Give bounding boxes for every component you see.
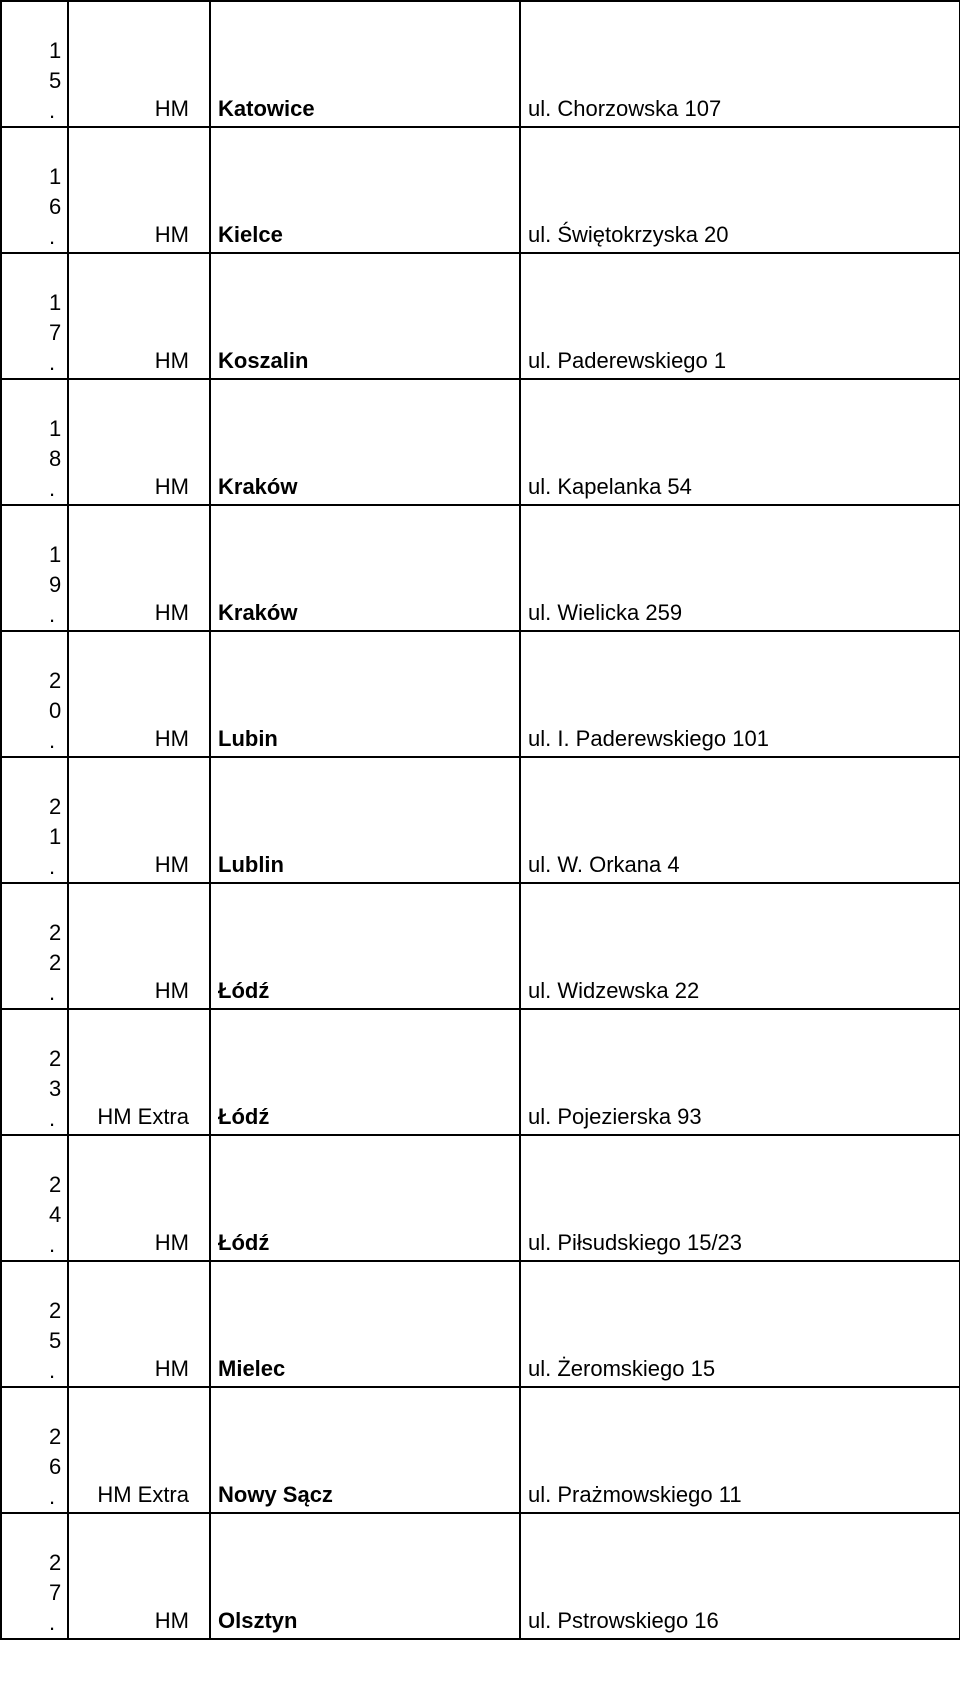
store-type: HM Extra (68, 1387, 210, 1513)
store-city: Łódź (210, 883, 520, 1009)
row-number-char: 6 (49, 1454, 62, 1479)
row-number-char: . (49, 1106, 56, 1131)
store-city: Nowy Sącz (210, 1387, 520, 1513)
row-number-char: 6 (49, 194, 62, 219)
row-number-char: 1 (49, 824, 62, 849)
store-type: HM (68, 757, 210, 883)
stores-table-body (1, 1, 960, 1639)
row-number-char: 2 (49, 920, 62, 945)
store-type: HM (68, 379, 210, 505)
table-row (1, 379, 960, 505)
row-number-char: 9 (49, 572, 62, 597)
store-type: HM (68, 1513, 210, 1639)
store-type: HM (68, 1, 210, 127)
row-number-char: . (49, 98, 56, 123)
table-row (1, 1009, 960, 1135)
store-type: HM (68, 1135, 210, 1261)
row-number-char: 2 (49, 1424, 62, 1449)
store-address: ul. Piłsudskiego 15/23 (520, 1135, 960, 1261)
store-city: Łódź (210, 1009, 520, 1135)
store-type: HM (68, 1261, 210, 1387)
table-row (1, 253, 960, 379)
row-number-char: 7 (49, 1580, 62, 1605)
store-address: ul. Pojezierska 93 (520, 1009, 960, 1135)
store-address: ul. I. Paderewskiego 101 (520, 631, 960, 757)
store-city: Kielce (210, 127, 520, 253)
store-address: ul. W. Orkana 4 (520, 757, 960, 883)
table-row (1, 1387, 960, 1513)
row-number (1, 757, 68, 883)
store-address: ul. Świętokrzyska 20 (520, 127, 960, 253)
store-city: Lublin (210, 757, 520, 883)
store-type: HM (68, 505, 210, 631)
row-number-char: . (49, 1610, 56, 1635)
store-address: ul. Chorzowska 107 (520, 1, 960, 127)
row-number-char: 1 (49, 290, 62, 315)
row-number-char: 7 (49, 320, 62, 345)
store-address: ul. Żeromskiego 15 (520, 1261, 960, 1387)
row-number-char: . (49, 854, 56, 879)
row-number-char: 1 (49, 416, 62, 441)
row-number (1, 253, 68, 379)
row-number-char: . (49, 1358, 56, 1383)
table-row (1, 1, 960, 127)
store-address: ul. Paderewskiego 1 (520, 253, 960, 379)
row-number-char: 2 (49, 1172, 62, 1197)
row-number (1, 631, 68, 757)
row-number-char: 1 (49, 542, 62, 567)
row-number-char: 1 (49, 164, 62, 189)
row-number (1, 379, 68, 505)
store-type: HM (68, 253, 210, 379)
store-address: ul. Widzewska 22 (520, 883, 960, 1009)
table-row (1, 1513, 960, 1639)
table-row (1, 631, 960, 757)
row-number-char: . (49, 224, 56, 249)
row-number (1, 1009, 68, 1135)
row-number-char: 2 (49, 1298, 62, 1323)
row-number (1, 505, 68, 631)
store-address: ul. Wielicka 259 (520, 505, 960, 631)
store-address: ul. Kapelanka 54 (520, 379, 960, 505)
row-number-char: 2 (49, 1550, 62, 1575)
row-number-char: . (49, 1484, 56, 1509)
row-number-char: 2 (49, 668, 62, 693)
row-number-char: . (49, 980, 56, 1005)
store-address: ul. Pstrowskiego 16 (520, 1513, 960, 1639)
row-number-char: 0 (49, 698, 62, 723)
row-number-char: 2 (49, 794, 62, 819)
store-city: Łódź (210, 1135, 520, 1261)
store-city: Kraków (210, 505, 520, 631)
store-city: Kraków (210, 379, 520, 505)
store-city: Koszalin (210, 253, 520, 379)
row-number (1, 127, 68, 253)
row-number-char: 1 (49, 38, 62, 63)
store-type: HM (68, 883, 210, 1009)
table-row (1, 1261, 960, 1387)
row-number-char: . (49, 602, 56, 627)
row-number-char: 2 (49, 1046, 62, 1071)
store-address: ul. Prażmowskiego 11 (520, 1387, 960, 1513)
table-row (1, 883, 960, 1009)
table-row (1, 757, 960, 883)
store-city: Olsztyn (210, 1513, 520, 1639)
row-number-char: 5 (49, 1328, 62, 1353)
row-number-char: . (49, 1232, 56, 1257)
row-number-char: 5 (49, 68, 62, 93)
store-city: Katowice (210, 1, 520, 127)
store-type: HM (68, 127, 210, 253)
row-number (1, 1135, 68, 1261)
store-type: HM (68, 631, 210, 757)
row-number-char: 2 (49, 950, 62, 975)
table-row (1, 1135, 960, 1261)
store-city: Mielec (210, 1261, 520, 1387)
row-number-char: 4 (49, 1202, 62, 1227)
row-number (1, 1513, 68, 1639)
row-number-char: . (49, 476, 56, 501)
row-number-char: 3 (49, 1076, 62, 1101)
row-number-char: 8 (49, 446, 62, 471)
row-number (1, 883, 68, 1009)
store-type: HM Extra (68, 1009, 210, 1135)
row-number (1, 1261, 68, 1387)
row-number (1, 1, 68, 127)
table-row (1, 505, 960, 631)
table-row (1, 127, 960, 253)
row-number-char: . (49, 728, 56, 753)
row-number-char: . (49, 350, 56, 375)
row-number (1, 1387, 68, 1513)
store-city: Lubin (210, 631, 520, 757)
